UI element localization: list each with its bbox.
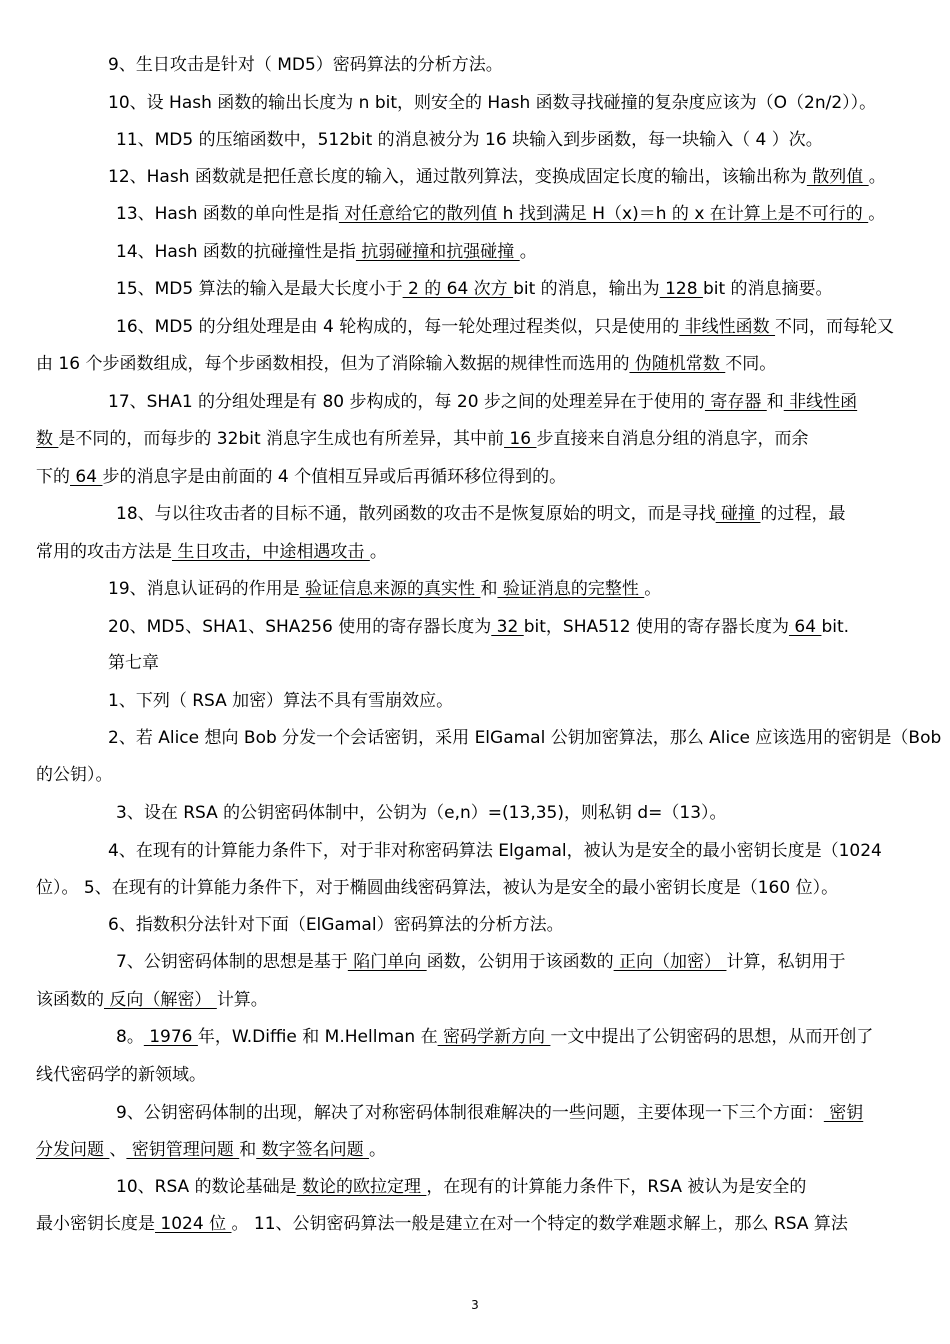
text-segment: 不同。	[725, 354, 777, 374]
text-segment: 年，W.Diffie 和 M.Hellman 在	[197, 1027, 438, 1047]
text-segment: 最小密钥长度是	[36, 1214, 155, 1234]
text-line	[36, 55, 950, 75]
text-segment: bit，SHA512 使用的寄存器长度为	[523, 617, 789, 637]
text-segment: 2、若 Alice 想向 Bob 分发一个会话密钥，采用 ElGamal 公钥加密算法，那么 Alice 应该选用的密钥是（Bob	[108, 728, 942, 748]
text-segment: 10、设 Hash 函数的输出长度为 n bit，则安全的 Hash 函数寻找碰撞的复杂度应该为（O（2n/2））。	[108, 93, 877, 113]
filled-answer: 2 的 64 次方	[402, 279, 514, 299]
text-segment: 由 16 个步函数组成，每个步函数相投，但为了消除输入数据的规律性而选用的	[36, 354, 630, 374]
page-number: 3	[471, 1298, 479, 1312]
filled-answer: 抗弱碰撞和抗强碰撞	[355, 242, 520, 262]
text-line	[36, 242, 950, 262]
text-segment: ，在现有的计算能力条件下，RSA 被认为是安全的	[426, 1177, 807, 1197]
text-segment: 和	[480, 579, 498, 599]
text-segment: 位）。 5、在现有的计算能力条件下，对于椭圆曲线密码算法，被认为是安全的最小密钥长度是（160 位）。	[36, 878, 839, 898]
text-line	[36, 952, 950, 972]
text-segment: 和	[766, 392, 784, 412]
filled-answer: 寄存器	[704, 392, 767, 412]
text-segment: 11、MD5 的压缩函数中，512bit 的消息被分为 16 块输入到步函数，每一块输入（ 4 ）次。	[116, 130, 823, 150]
filled-answer: 16	[504, 429, 537, 449]
text-segment: 1、下列（ RSA 加密）算法不具有雪崩效应。	[108, 691, 454, 711]
text-segment: 。	[644, 579, 662, 599]
text-segment: 3、设在 RSA 的公钥密码体制中，公钥为（e,n）=(13,35)，则私钥 d=（13）。	[116, 803, 727, 823]
text-line	[36, 467, 916, 487]
text-segment: 12、Hash 函数就是把任意长度的输入，通过散列算法，变换成固定长度的输出，该输出称为	[108, 167, 807, 187]
filled-answer: 正向（加密）	[613, 952, 727, 972]
filled-answer: 非线性函	[783, 392, 858, 412]
text-line	[36, 765, 916, 785]
text-segment: 。	[369, 542, 387, 562]
text-segment: 的过程，最	[760, 504, 846, 524]
filled-answer: 数字签名问题	[256, 1140, 370, 1160]
text-segment: bit.	[821, 617, 850, 637]
filled-answer: 数论的欧拉定理	[296, 1177, 427, 1197]
text-segment: 6、指数积分法针对下面（ElGamal）密码算法的分析方法。	[108, 915, 564, 935]
filled-answer: 64	[70, 467, 103, 487]
text-segment: 20、MD5、SHA1、SHA256 使用的寄存器长度为	[108, 617, 492, 637]
filled-answer: 分发问题	[36, 1140, 110, 1160]
text-line	[36, 1065, 916, 1085]
filled-answer: 128	[659, 279, 703, 299]
text-segment: 。	[369, 1140, 387, 1160]
text-segment: 计算。	[216, 990, 268, 1010]
text-line	[36, 653, 950, 673]
text-segment: 9、生日攻击是针对（ MD5）密码算法的分析方法。	[108, 55, 503, 75]
text-line	[36, 1027, 950, 1047]
filled-answer: 碰撞	[715, 504, 761, 524]
text-line	[36, 915, 950, 935]
text-segment: 10、RSA 的数论基础是	[116, 1177, 297, 1197]
text-line	[36, 579, 950, 599]
text-line	[36, 354, 916, 374]
text-segment: 8。	[116, 1027, 144, 1047]
filled-answer: 对任意给它的散列值 h 找到满足 H（x)＝h 的 x 在计算上是不可行的	[338, 204, 869, 224]
text-segment: 。	[519, 242, 537, 262]
text-segment: 16、MD5 的分组处理是由 4 轮构成的，每一轮处理过程类似，只是使用的	[116, 317, 680, 337]
text-line	[36, 617, 950, 637]
text-segment: 。 11、公钥密码算法一般是建立在对一个特定的数学难题求解上，那么 RSA 算法	[231, 1214, 848, 1234]
text-segment: 常用的攻击方法是	[36, 542, 172, 562]
text-line	[36, 841, 950, 861]
text-segment: 下的	[36, 467, 70, 487]
text-line	[36, 279, 950, 299]
text-segment: 15、MD5 算法的输入是最大长度小于	[116, 279, 403, 299]
text-segment: bit 的消息，输出为	[513, 279, 660, 299]
text-segment: 和	[239, 1140, 257, 1160]
filled-answer: 陷门单向	[347, 952, 427, 972]
text-segment: 。	[868, 204, 886, 224]
text-segment: 4、在现有的计算能力条件下，对于非对称密码算法 Elgamal，被认为是安全的最小密钥长度是（1024	[108, 841, 882, 861]
filled-answer: 密钥管理问题	[126, 1140, 240, 1160]
text-line	[36, 1140, 916, 1160]
text-segment: 是不同的，而每步的 32bit 消息字生成也有所差异，其中前	[58, 429, 505, 449]
filled-answer: 64	[788, 617, 822, 637]
filled-answer: 密钥	[823, 1103, 864, 1123]
text-line	[36, 1103, 950, 1123]
text-segment: 、	[109, 1140, 127, 1160]
text-line	[36, 317, 950, 337]
text-line	[36, 204, 950, 224]
filled-answer: 非线性函数	[679, 317, 776, 337]
text-segment: 步的消息字是由前面的 4 个值相互异或后再循环移位得到的。	[102, 467, 567, 487]
text-line	[36, 1177, 950, 1197]
text-segment: 13、Hash 函数的单向性是指	[116, 204, 339, 224]
filled-answer: 散列值	[806, 167, 869, 187]
filled-answer: 生日攻击，中途相遇攻击	[172, 542, 370, 562]
filled-answer: 密码学新方向	[437, 1027, 551, 1047]
text-line	[36, 728, 950, 748]
filled-answer: 验证消息的完整性	[497, 579, 645, 599]
text-segment: 线代密码学的新领域。	[36, 1065, 206, 1085]
text-segment: 不同，而每轮又	[775, 317, 895, 337]
filled-answer: 验证信息来源的真实性	[299, 579, 481, 599]
text-line	[36, 93, 950, 113]
text-segment: 步直接来自消息分组的消息字，而余	[536, 429, 809, 449]
text-line	[36, 1214, 916, 1234]
text-line	[36, 504, 950, 524]
filled-answer: 32	[491, 617, 524, 637]
text-segment: 18、与以往攻击者的目标不通，散列函数的攻击不是恢复原始的明文，而是寻找	[116, 504, 716, 524]
text-segment: 19、消息认证码的作用是	[108, 579, 300, 599]
text-segment: 一文中提出了公钥密码的思想，从而开创了	[550, 1027, 874, 1047]
text-segment: 7、公钥密码体制的思想是基于	[116, 952, 348, 972]
text-line	[36, 542, 916, 562]
filled-answer: 伪随机常数	[629, 354, 726, 374]
filled-answer: 反向（解密）	[104, 990, 217, 1010]
text-line	[36, 691, 950, 711]
filled-answer: 数	[36, 429, 59, 449]
text-segment: 。	[868, 167, 886, 187]
text-segment: 14、Hash 函数的抗碰撞性是指	[116, 242, 356, 262]
text-segment: 函数，公钥用于该函数的	[426, 952, 614, 972]
text-segment: 的公钥）。	[36, 765, 113, 785]
text-segment: 计算，私钥用于	[726, 952, 846, 972]
text-line	[36, 803, 950, 823]
filled-answer: 1024 位	[155, 1214, 232, 1234]
text-line	[36, 990, 916, 1010]
text-line	[36, 392, 950, 412]
text-line	[36, 429, 916, 449]
text-line	[36, 878, 916, 898]
text-segment: 17、SHA1 的分组处理是有 80 步构成的，每 20 步之间的处理差异在于使用的	[108, 392, 705, 412]
text-line	[36, 130, 950, 150]
text-segment: bit 的消息摘要。	[702, 279, 833, 299]
text-segment: 该函数的	[36, 990, 104, 1010]
filled-answer: 1976	[143, 1027, 198, 1047]
text-segment: 9、公钥密码体制的出现，解决了对称密码体制很难解决的一些问题，主要体现一下三个方面：	[116, 1103, 824, 1123]
text-segment: 第七章	[108, 653, 159, 673]
text-line	[36, 167, 950, 187]
